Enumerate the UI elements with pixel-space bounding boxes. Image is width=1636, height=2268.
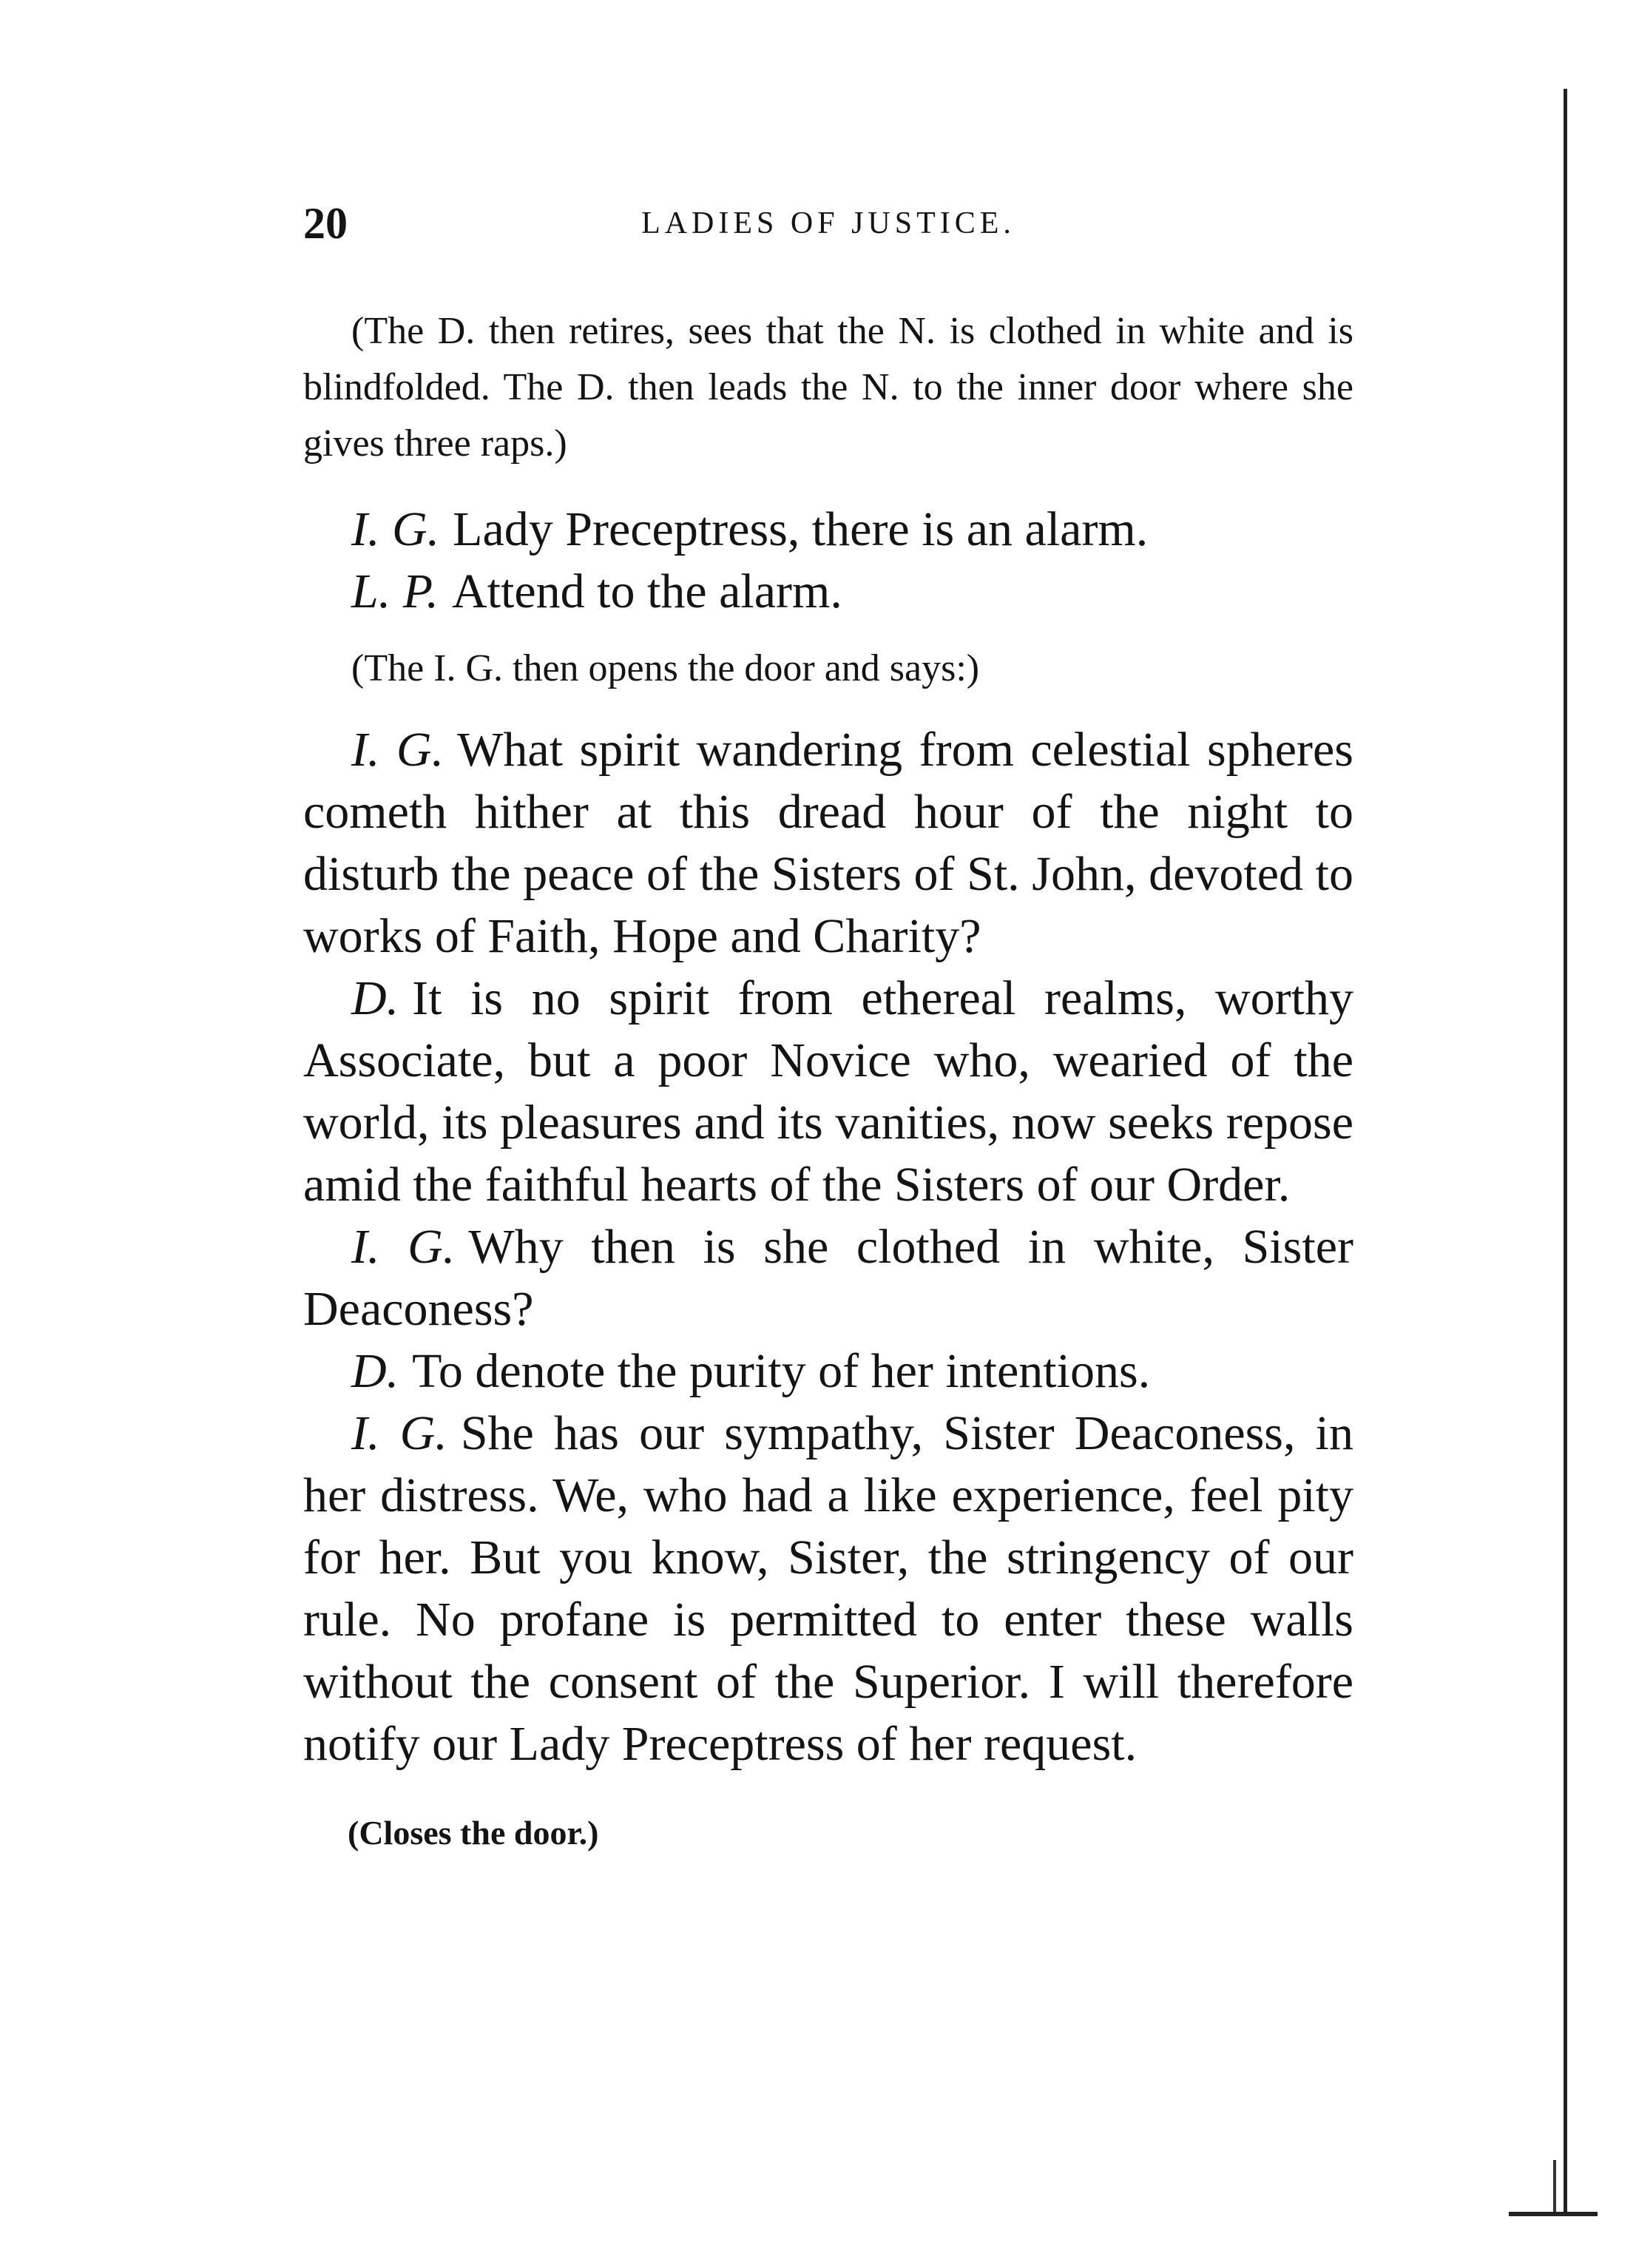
running-head: LADIES OF JUSTICE. — [641, 206, 1015, 240]
speaker-label: D. — [351, 1344, 399, 1398]
speaker-label: D. — [351, 971, 399, 1025]
page-header — [303, 194, 1353, 253]
speech-text: Attend to the alarm. — [452, 564, 842, 618]
speaker-label: L. P. — [351, 564, 439, 618]
dialogue-line — [303, 561, 1353, 623]
speaker-label: I. G. — [351, 723, 445, 777]
speech-text: Lady Preceptress, there is an alarm. — [453, 502, 1149, 556]
speech-text: Why then is she clothed in white, Sister Deaconess? — [303, 1220, 1353, 1336]
page-edge-base — [1509, 2212, 1598, 2216]
page-edge-tick — [1553, 2160, 1556, 2212]
page-number: 20 — [303, 199, 348, 248]
stage-direction: (The I. G. then opens the door and says:) — [351, 647, 980, 689]
speech-text: What spirit wandering from celestial spheres cometh hither at this dread hour of the night to disturb the peace of the Sisters of St. John, devoted to works of Faith, Hope and Charity? — [303, 723, 1353, 963]
dialogue-line — [303, 499, 1353, 561]
speech-text: To denote the purity of her intentions. — [412, 1344, 1151, 1398]
speaker-label: I. G. — [351, 1220, 456, 1274]
speech-text: It is no spirit from ethereal realms, worthy Associate, but a poor Novice who, wearied of the world, its pleasures and its vanities, now seeks repose amid the faithful hearts of the Sisters of our Order. — [303, 971, 1353, 1212]
page-edge-rule — [1564, 89, 1567, 2212]
stage-direction: (Closes the door.) — [348, 1814, 599, 1852]
dialogue-line — [303, 968, 1353, 1216]
dialogue-line — [303, 1216, 1353, 1340]
stage-direction: (The D. then retires, sees that the N. is clothed in white and is blindfolded. The D. then leads the N. to the inner door where she gives three raps.) — [303, 310, 1353, 465]
dialogue-line — [303, 719, 1353, 968]
body-text — [303, 303, 1353, 1861]
speaker-label: I. G. — [351, 1406, 447, 1460]
speech-text: She has our sympathy, Sister Deaconess, in her distress. We, who had a like experience, feel pity for her. But you know, Sister, the stringency of our rule. No profane is permitted to enter these walls without the consent of the Superior. I will therefore notify our Lady Preceptress of her request. — [303, 1406, 1353, 1771]
speaker-label: I. G. — [351, 502, 440, 556]
dialogue-line — [303, 1340, 1353, 1403]
dialogue-line — [303, 1403, 1353, 1775]
